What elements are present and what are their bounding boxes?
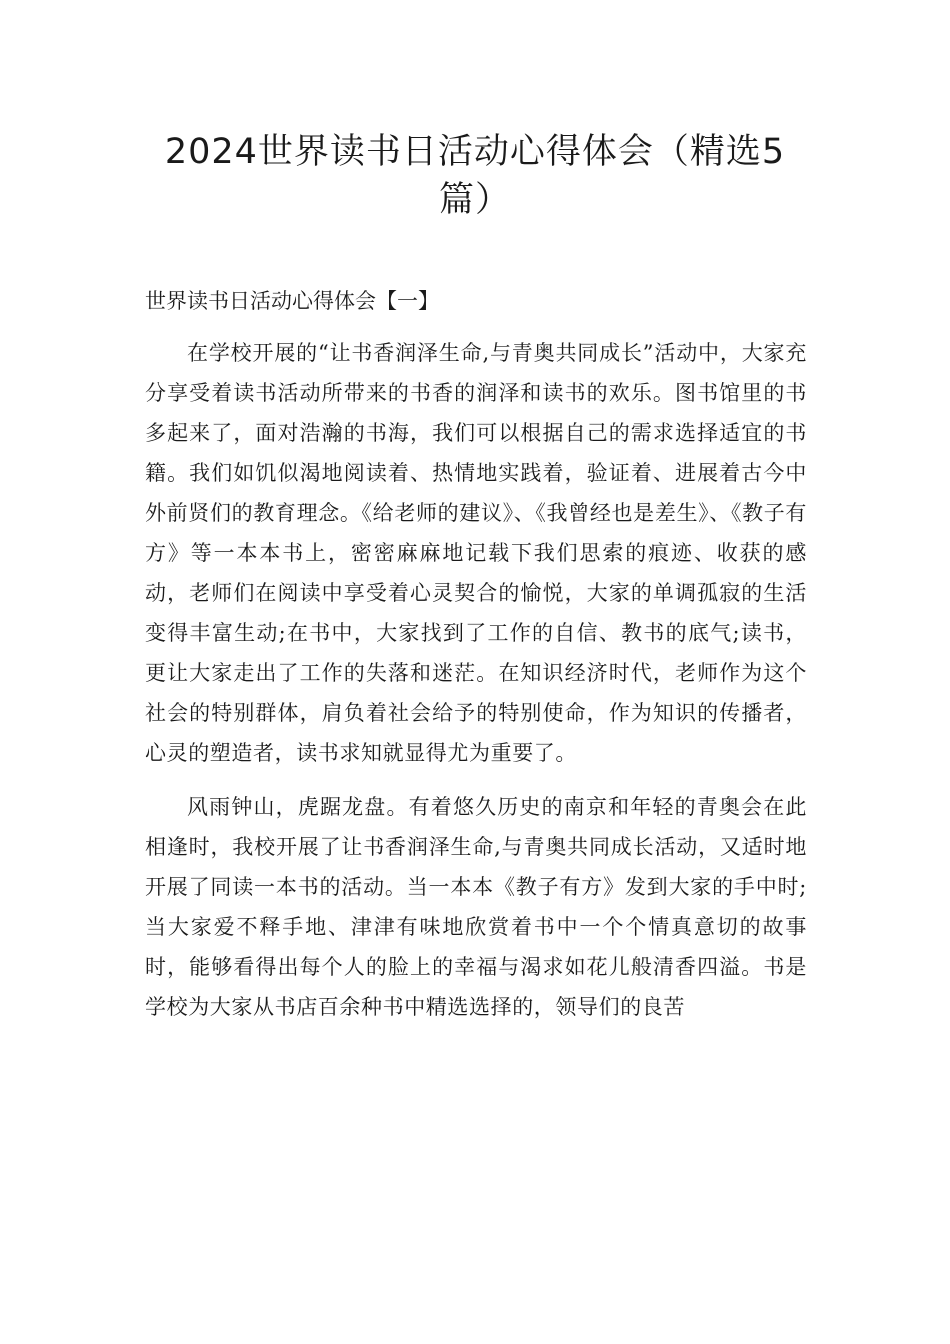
section-heading: 世界读书日活动心得体会【一】 xyxy=(145,289,439,313)
document-title: 2024世界读书日活动心得体会（精选5篇） xyxy=(164,132,786,220)
body-text xyxy=(145,333,807,1041)
paragraph-2: 风雨钟山，虎踞龙盘。有着悠久历史的南京和年轻的青奥会在此相逢时，我校开展了让书香润泽生命,与青奥共同成长活动，又适时地开展了同读一本书的活动。当一本本《教子有方》发到大家的手中时;当大家爱不释手地、津津有味地欣赏着书中一个个情真意切的故事时，能够看得出每个人的脸上的幸福与渴求如花儿般清香四溢。书是学校为大家从书店百余种书中精选选择的，领导们的良苦 xyxy=(145,795,807,1019)
paragraph-1: 在学校开展的“让书香润泽生命,与青奥共同成长”活动中，大家充分享受着读书活动所带来的书香的润泽和读书的欢乐。图书馆里的书多起来了，面对浩瀚的书海，我们可以根据自己的需求选择适宜的书籍。我们如饥似渴地阅读着、热情地实践着，验证着、进展着古今中外前贤们的教育理念。《给老师的建议》、《我曾经也是差生》、《教子有方》等一本本书上，密密麻麻地记载下我们思索的痕迹、收获的感动，老师们在阅读中享受着心灵契合的愉悦，大家的单调孤寂的生活变得丰富生动;在书中，大家找到了工作的自信、教书的底气;读书，更让大家走出了工作的失落和迷茫。在知识经济时代，老师作为这个社会的特别群体，肩负着社会给予的特别使命，作为知识的传播者，心灵的塑造者，读书求知就显得尤为重要了。 xyxy=(145,341,807,765)
